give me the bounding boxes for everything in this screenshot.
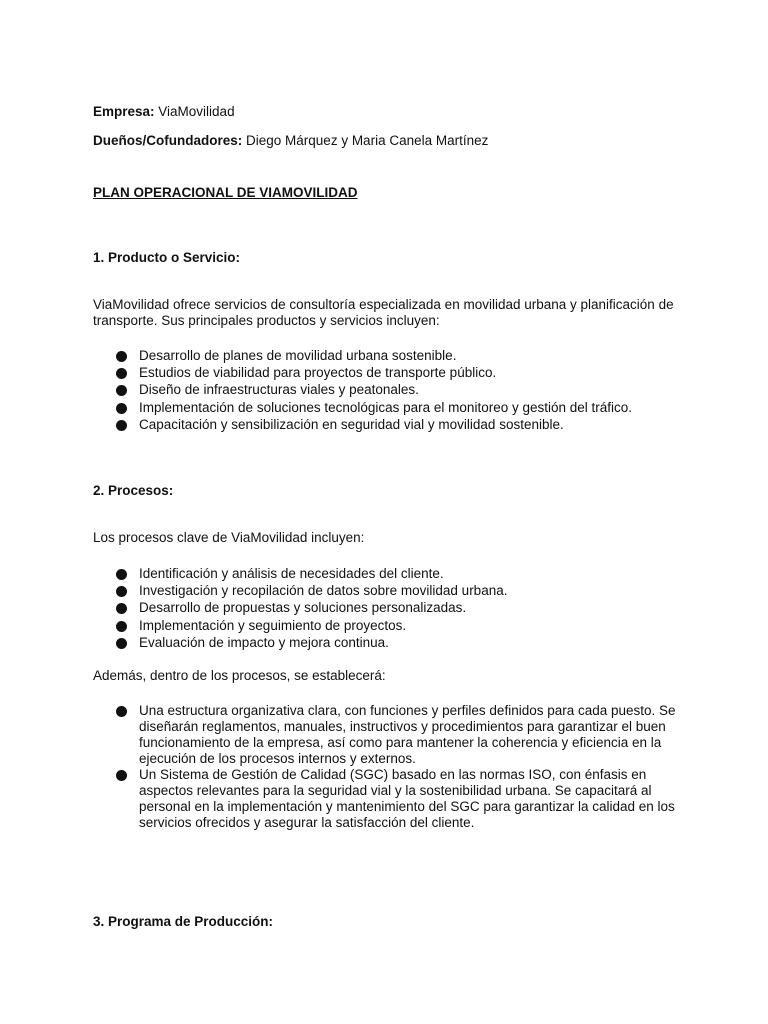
bullet-icon <box>116 385 127 396</box>
bullet-icon <box>116 586 127 597</box>
bullet-icon <box>116 603 127 614</box>
owners-value: Diego Márquez y Maria Canela Martínez <box>242 133 489 148</box>
owners-line <box>93 133 488 149</box>
section-2-heading: 2. Procesos: <box>93 483 174 498</box>
list-item: Implementación de soluciones tecnológicas para el monitoreo y gestión del tráfico. <box>114 399 684 416</box>
company-value: ViaMovilidad <box>154 104 235 119</box>
list-item: Desarrollo de planes de movilidad urbana sostenible. <box>114 347 684 364</box>
company-label: Empresa: <box>93 104 155 119</box>
bullet-icon <box>116 420 127 431</box>
bullet-icon <box>116 770 127 781</box>
list-item: Capacitación y sensibilización en seguridad vial y movilidad sostenible. <box>114 416 684 433</box>
section-1-intro: ViaMovilidad ofrece servicios de consultoría especializada en movilidad urbana y planificación de transporte. Sus principales productos y servicios incluyen: <box>93 297 674 328</box>
list-item: Diseño de infraestructuras viales y peatonales. <box>114 381 684 398</box>
section-2-additional-list <box>114 703 684 831</box>
section-2-intro: Los procesos clave de ViaMovilidad incluyen: <box>93 530 365 545</box>
section-1-list <box>114 347 684 433</box>
list-item: Evaluación de impacto y mejora continua. <box>114 634 684 651</box>
section-1-heading: 1. Producto o Servicio: <box>93 250 241 265</box>
list-item: Implementación y seguimiento de proyectos. <box>114 617 684 634</box>
list-item: Investigación y recopilación de datos sobre movilidad urbana. <box>114 582 684 599</box>
list-item: Una estructura organizativa clara, con funciones y perfiles definidos para cada puesto. Se diseñarán reglamentos, manuales, instructivos y procedimientos para garantizar el buen funcionamiento de la empresa, así como para mantener la coherencia y eficiencia en la ejecución de los procesos internos y externos. <box>114 703 684 767</box>
section-2-list <box>114 565 684 651</box>
list-item: Desarrollo de propuestas y soluciones personalizadas. <box>114 599 684 616</box>
bullet-icon <box>116 621 127 632</box>
bullet-icon <box>116 351 127 362</box>
bullet-icon <box>116 368 127 379</box>
section-2-additional-intro: Además, dentro de los procesos, se establecerá: <box>93 668 386 683</box>
owners-label: Dueños/Cofundadores: <box>93 133 243 148</box>
bullet-icon <box>116 403 127 414</box>
bullet-icon <box>116 706 127 717</box>
plan-title: PLAN OPERACIONAL DE VIAMOVILIDAD <box>93 185 358 200</box>
bullet-icon <box>116 638 127 649</box>
section-3-heading: 3. Programa de Producción: <box>93 914 274 929</box>
company-line <box>93 104 235 120</box>
bullet-icon <box>116 569 127 580</box>
list-item: Estudios de viabilidad para proyectos de transporte público. <box>114 364 684 381</box>
list-item: Identificación y análisis de necesidades del cliente. <box>114 565 684 582</box>
list-item: Un Sistema de Gestión de Calidad (SGC) basado en las normas ISO, con énfasis en aspectos relevantes para la seguridad vial y la sostenibilidad urbana. Se capacitará al personal en la implementación y mantenimiento del SGC para garantizar la calidad en los servicios ofrecidos y asegurar la satisfacción del cliente. <box>114 767 684 831</box>
